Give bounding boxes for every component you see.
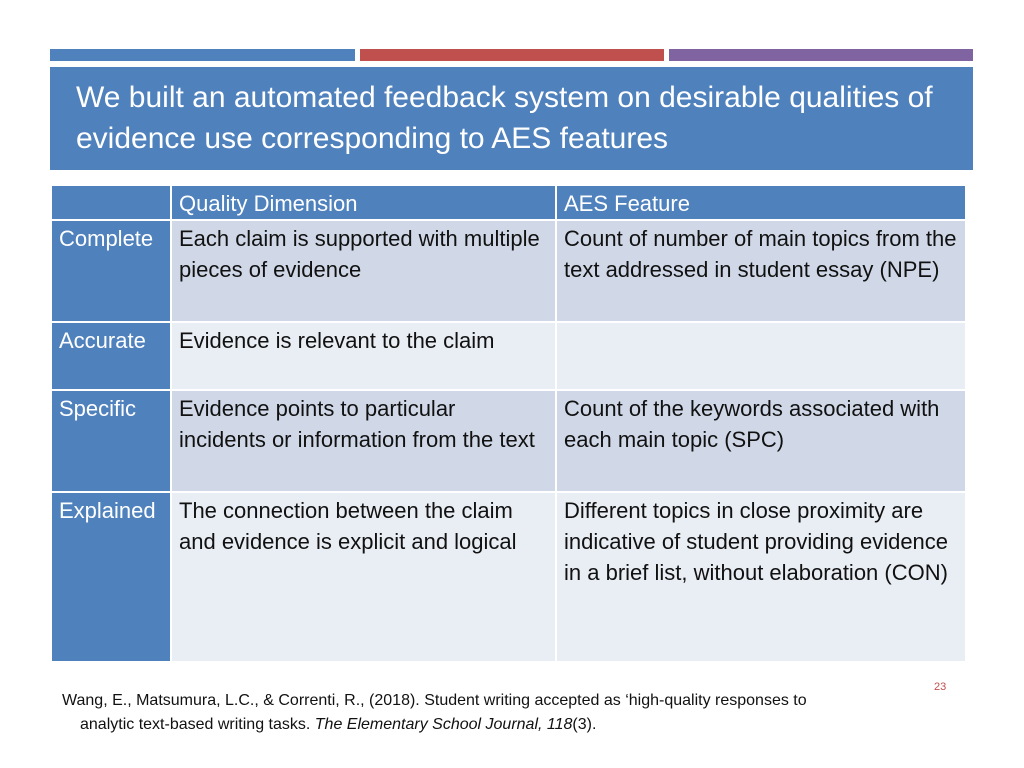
citation-line-1: Wang, E., Matsumura, L.C., & Correnti, R., (2018). Student writing accepted as ‘high-quality responses to — [62, 692, 807, 709]
slide-title: We built an automated feedback system on desirable qualities of evidence use corresponding to AES features — [76, 81, 933, 155]
accent-bar-purple — [669, 49, 973, 61]
slide-number: 23 — [934, 681, 947, 693]
row-label: Specific — [51, 390, 171, 492]
feature-cell — [556, 322, 966, 390]
feature-cell: Count of the keywords associated with each main topic (SPC) — [556, 390, 966, 492]
citation — [62, 689, 942, 737]
header-cell-quality: Quality Dimension — [171, 185, 556, 220]
title-banner — [50, 67, 973, 170]
header-cell-empty — [51, 185, 171, 220]
table-row — [51, 322, 966, 390]
accent-bar-blue — [50, 49, 355, 61]
accent-bar-red — [360, 49, 664, 61]
quality-cell: Evidence points to particular incidents or information from the text — [171, 390, 556, 492]
table-header-row — [51, 185, 966, 220]
table-row — [51, 220, 966, 322]
feature-cell: Count of number of main topics from the text addressed in student essay (NPE) — [556, 220, 966, 322]
header-cell-feature: AES Feature — [556, 185, 966, 220]
table-row — [51, 390, 966, 492]
row-label: Complete — [51, 220, 171, 322]
feature-cell: Different topics in close proximity are indicative of student providing evidence in a brief list, without elaboration (CON) — [556, 492, 966, 662]
citation-journal: The Elementary School Journal, 118 — [314, 716, 573, 733]
quality-cell: Evidence is relevant to the claim — [171, 322, 556, 390]
citation-text: analytic text-based writing tasks. — [80, 716, 315, 733]
table-row — [51, 492, 966, 662]
row-label: Explained — [51, 492, 171, 662]
citation-issue: (3). — [572, 716, 597, 733]
quality-cell: The connection between the claim and evidence is explicit and logical — [171, 492, 556, 662]
quality-table — [50, 184, 967, 663]
citation-line-2 — [62, 713, 942, 737]
quality-cell: Each claim is supported with multiple pieces of evidence — [171, 220, 556, 322]
row-label: Accurate — [51, 322, 171, 390]
